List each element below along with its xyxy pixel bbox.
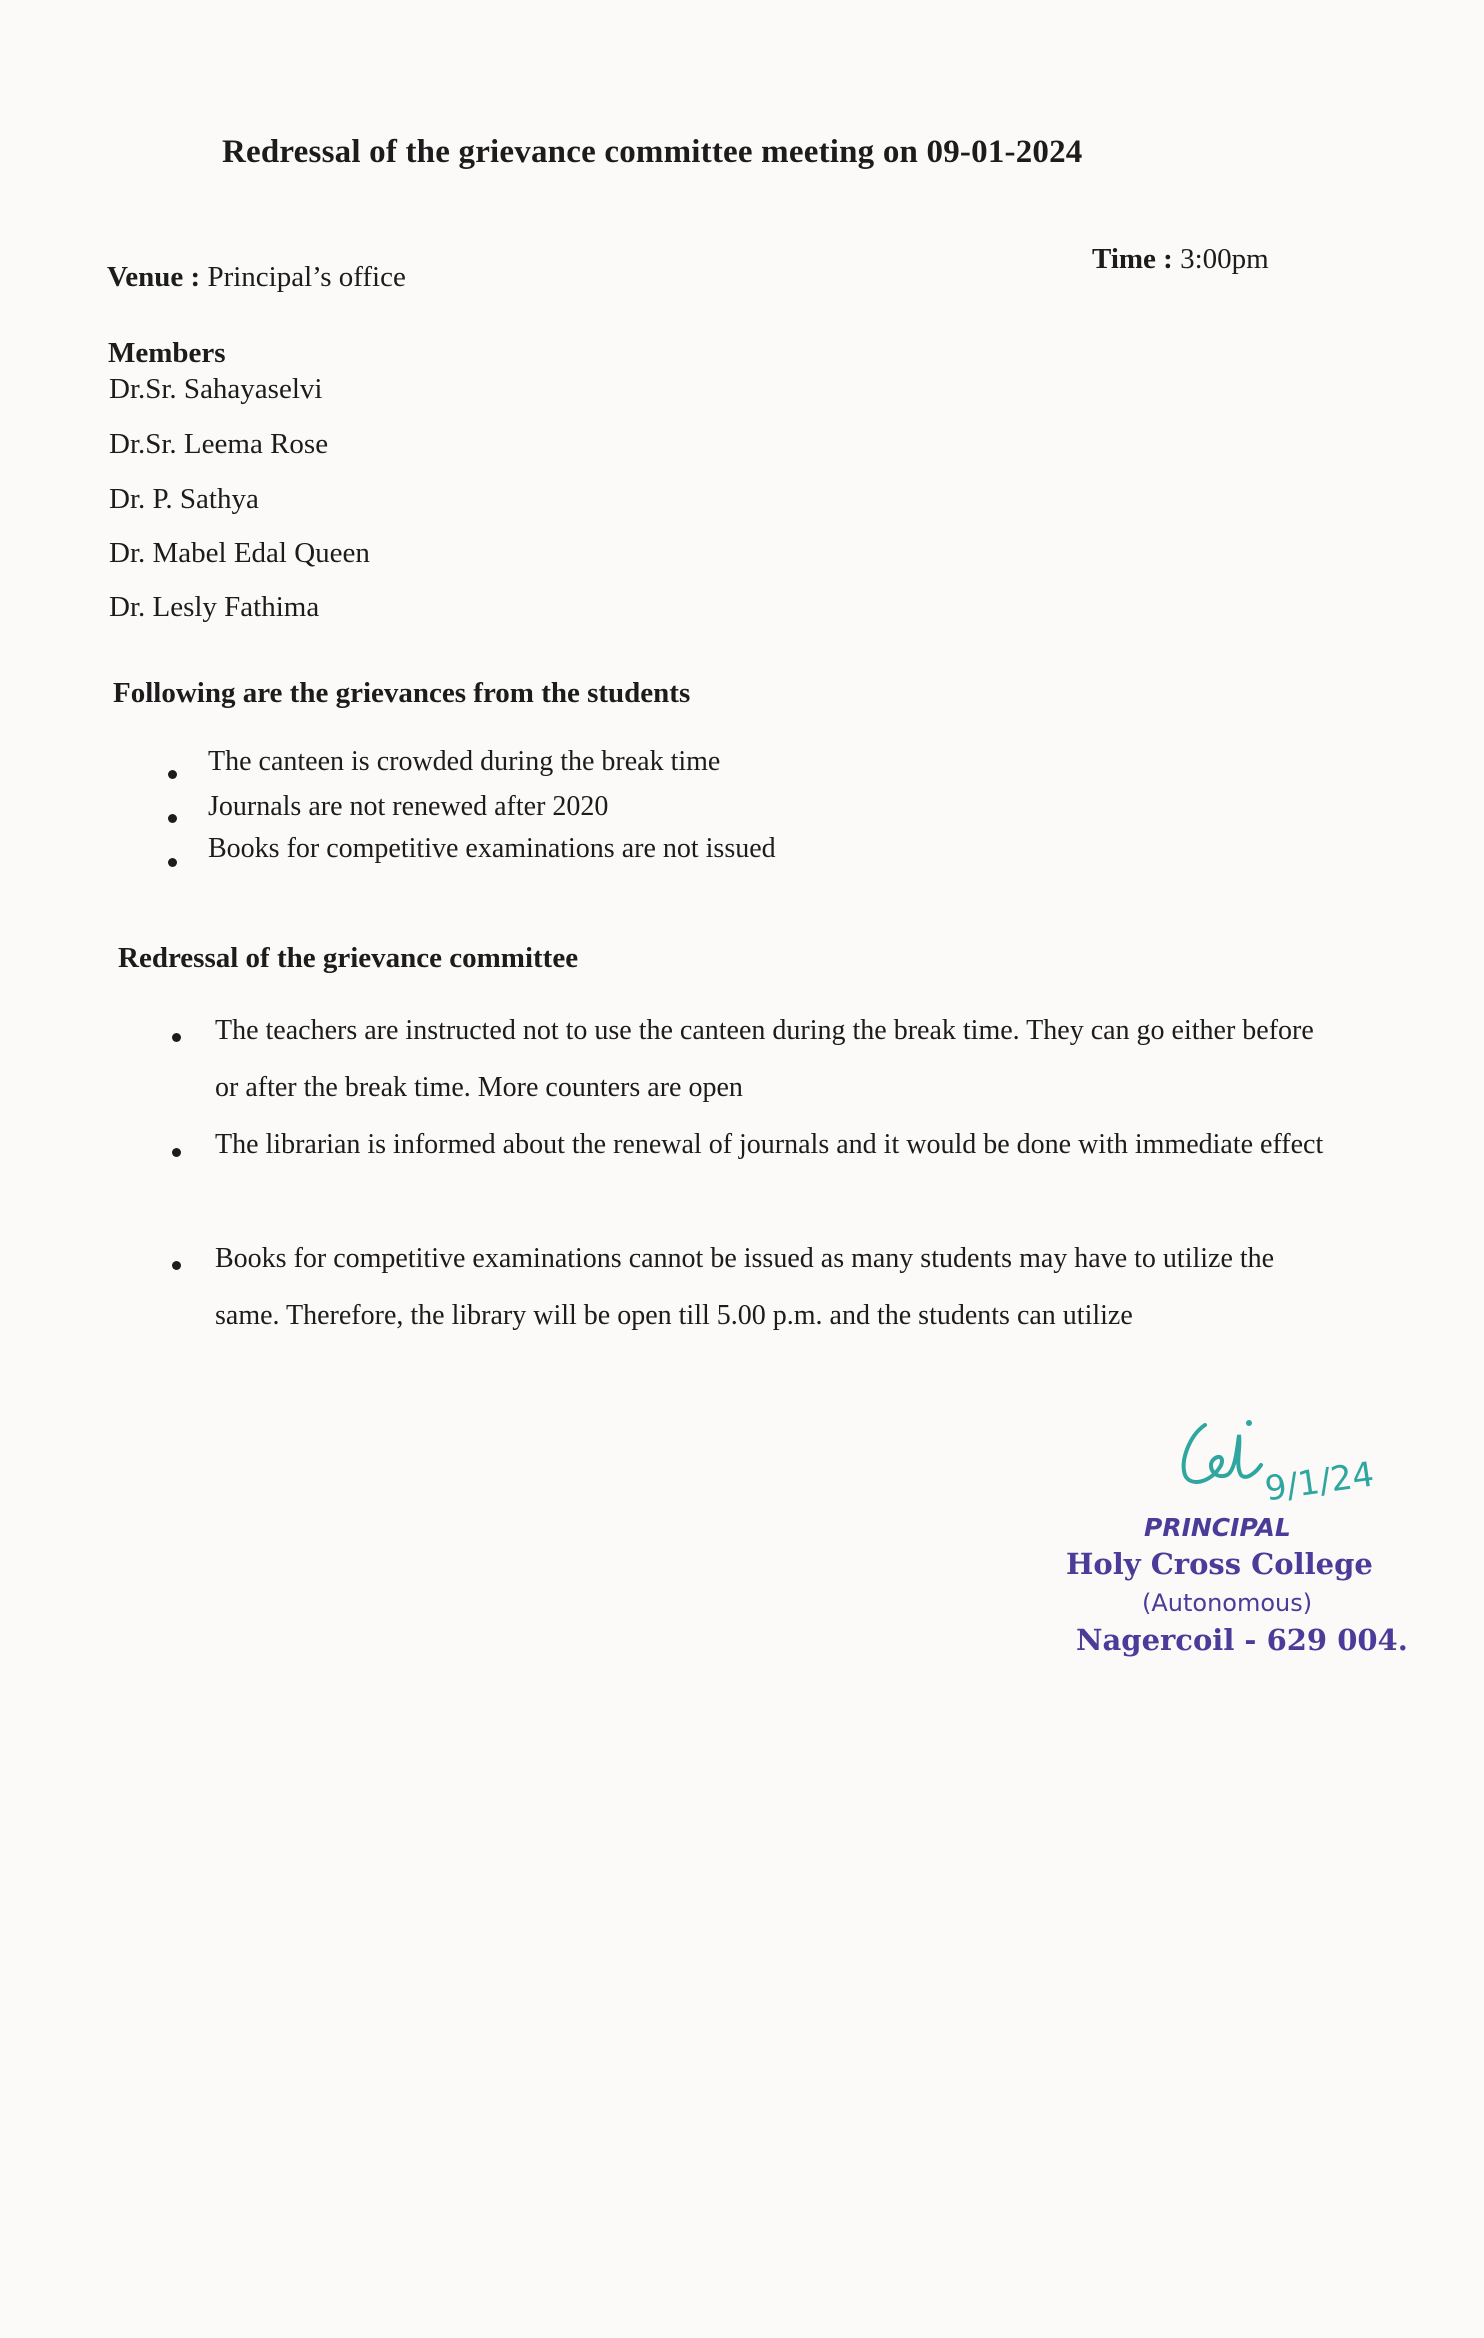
venue-line [107,261,406,294]
member-name: Dr. Mabel Edal Queen [109,537,370,569]
grievance-item: The canteen is crowded during the break time [208,746,721,777]
grievances-heading: Following are the grievances from the students [113,677,691,709]
time-line [1092,243,1269,276]
time-value: 3:00pm [1180,243,1269,275]
bullet-icon [172,1148,181,1157]
grievance-item: Journals are not renewed after 2020 [208,791,609,822]
member-name: Dr.Sr. Leema Rose [109,428,329,460]
stamp-college-name: Holy Cross College [1066,1547,1373,1581]
time-label: Time : [1092,243,1173,275]
stamp-autonomous: (Autonomous) [1142,1589,1313,1617]
bullet-icon [168,770,177,779]
principal-stamp [1040,1405,1408,1675]
document-title: Redressal of the grievance committee meeting on 09-01-2024 [222,134,1083,170]
signature-icon [1165,1405,1385,1515]
venue-value: Principal’s office [207,261,406,293]
redressal-item: The librarian is informed about the renewal of journals and it would be done with immediate effect [215,1129,1324,1160]
grievance-item: Books for competitive examinations are not issued [208,833,776,864]
bullet-icon [172,1261,181,1270]
bullet-icon [168,858,177,867]
stamp-principal: PRINCIPAL [1144,1513,1291,1542]
redressal-heading: Redressal of the grievance committee [118,942,579,974]
venue-label: Venue : [107,261,201,293]
member-name: Dr. Lesly Fathima [109,591,320,623]
bullet-icon [168,814,177,823]
stamp-address: Nagercoil - 629 004. [1076,1623,1408,1657]
redressal-item: The teachers are instructed not to use the canteen during the break time. They can go either before or after the break time. More counters are open [215,1015,1314,1103]
bullet-icon [172,1033,181,1042]
signature-date: 9/1/24 [1262,1454,1377,1510]
member-name: Dr.Sr. Sahayaselvi [109,373,323,405]
redressal-item: Books for competitive examinations cannot be issued as many students may have to utilize the same. Therefore, the library will be open till 5.00 p.m. and the students can utilize [215,1243,1275,1331]
member-name: Dr. P. Sathya [109,483,259,515]
members-heading: Members [108,337,226,369]
